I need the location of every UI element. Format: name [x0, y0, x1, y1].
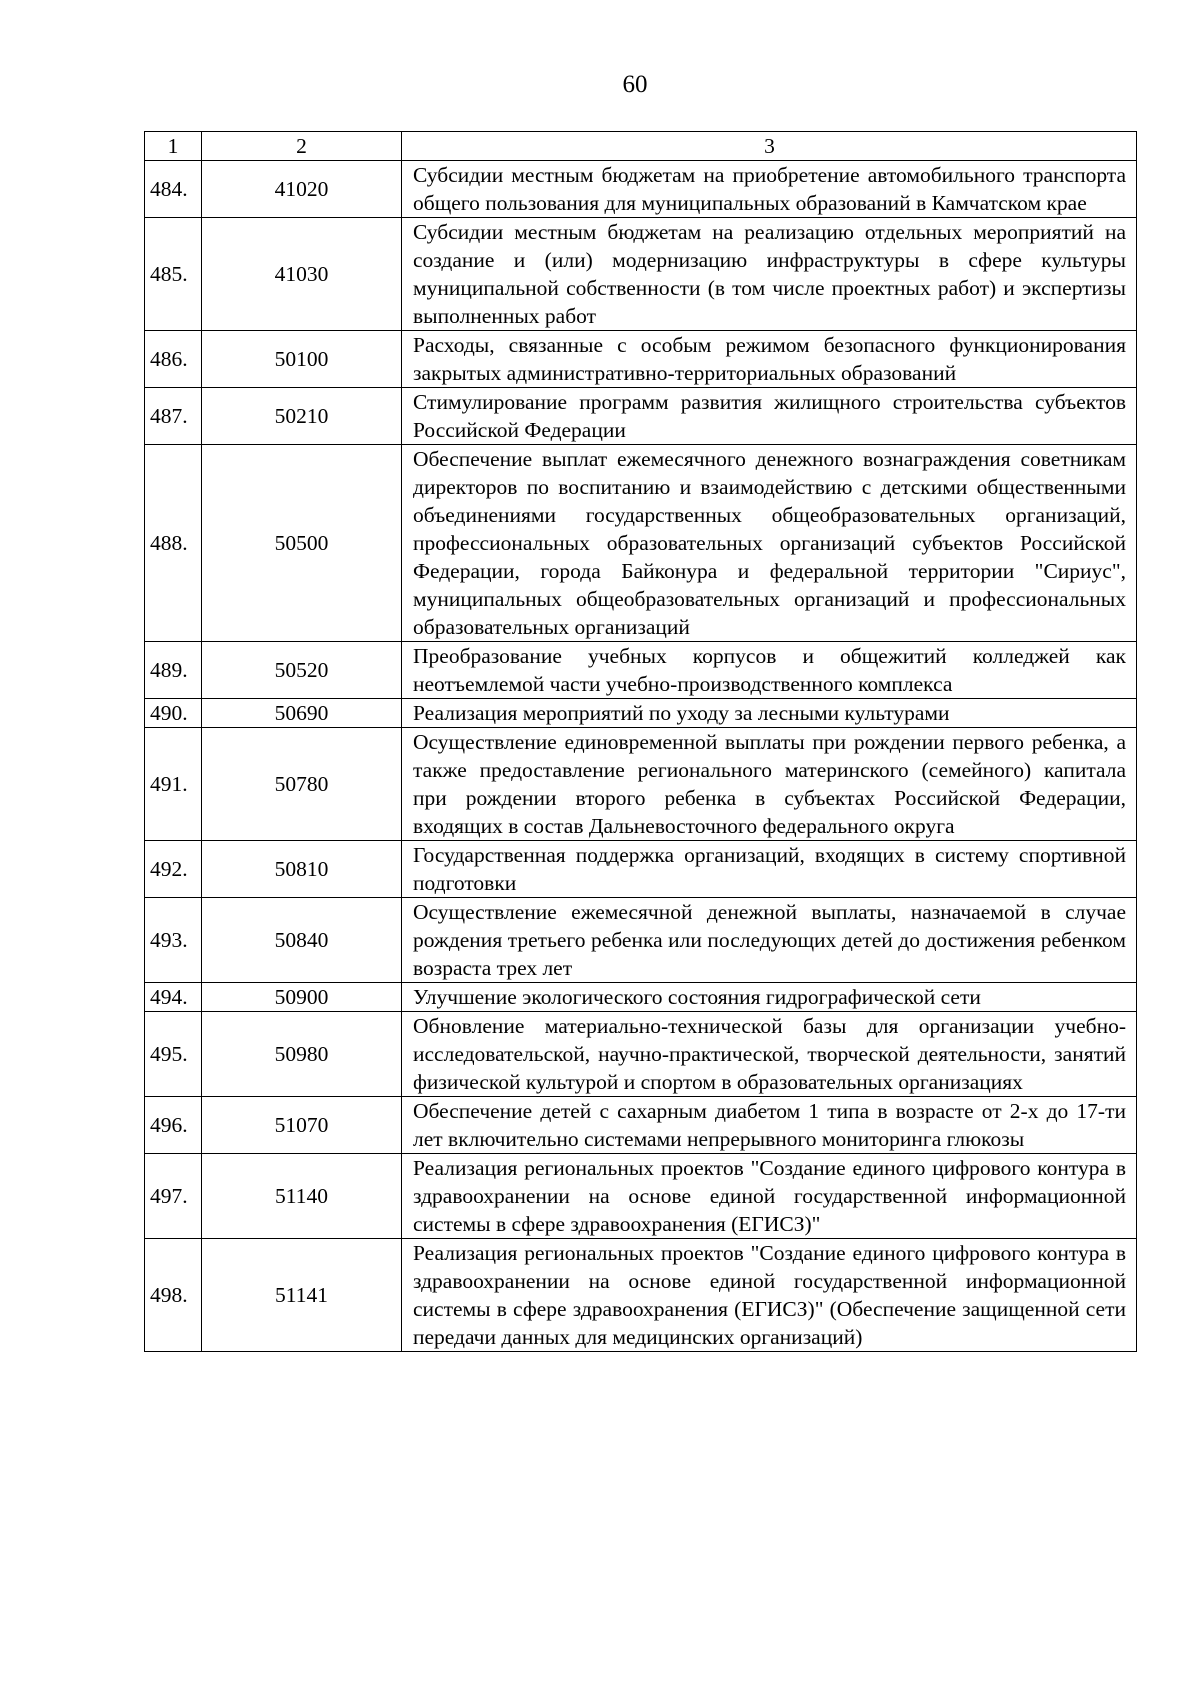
column-header-3: 3: [402, 132, 1137, 161]
row-code: 50520: [202, 642, 402, 699]
table-row: [145, 331, 1137, 388]
table-row: [145, 841, 1137, 898]
row-description: Стимулирование программ развития жилищного строительства субъектов Российской Федерации: [402, 388, 1137, 445]
table-row: [145, 898, 1137, 983]
row-code: 50810: [202, 841, 402, 898]
row-description: Обеспечение выплат ежемесячного денежного вознаграждения советникам директоров по воспитанию и взаимодействию с детскими общественными объединениями государственных общеобразовательных организаций, профессиональных образовательных организаций субъектов Российской Федерации, города Байконура и федеральной территории "Сириус", муниципальных общеобразовательных организаций и профессиональных образовательных организаций: [402, 445, 1137, 642]
row-number: 498.: [145, 1239, 202, 1352]
row-code: 50100: [202, 331, 402, 388]
row-description: Реализация региональных проектов "Создание единого цифрового контура в здравоохранении на основе единой государственной информационной системы в сфере здравоохранения (ЕГИСЗ)": [402, 1154, 1137, 1239]
row-number: 491.: [145, 728, 202, 841]
row-code: 50980: [202, 1012, 402, 1097]
row-description: Осуществление ежемесячной денежной выплаты, назначаемой в случае рождения третьего ребенка или последующих детей до достижения ребенком возраста трех лет: [402, 898, 1137, 983]
row-code: 51141: [202, 1239, 402, 1352]
row-number: 487.: [145, 388, 202, 445]
table-header-row: [145, 132, 1137, 161]
table-row: [145, 218, 1137, 331]
column-header-2: 2: [202, 132, 402, 161]
row-code: 50690: [202, 699, 402, 728]
table-row: [145, 1154, 1137, 1239]
row-code: 50500: [202, 445, 402, 642]
row-description: Улучшение экологического состояния гидрографической сети: [402, 983, 1137, 1012]
table-row: [145, 983, 1137, 1012]
table-row: [145, 1012, 1137, 1097]
row-number: 485.: [145, 218, 202, 331]
row-description: Государственная поддержка организаций, входящих в систему спортивной подготовки: [402, 841, 1137, 898]
row-description: Реализация мероприятий по уходу за лесными культурами: [402, 699, 1137, 728]
row-number: 484.: [145, 161, 202, 218]
table-row: [145, 445, 1137, 642]
row-number: 489.: [145, 642, 202, 699]
table-row: [145, 388, 1137, 445]
table-row: [145, 1239, 1137, 1352]
row-number: 495.: [145, 1012, 202, 1097]
row-code: 41020: [202, 161, 402, 218]
row-number: 493.: [145, 898, 202, 983]
row-description: Расходы, связанные с особым режимом безопасного функционирования закрытых административно-территориальных образований: [402, 331, 1137, 388]
row-number: 497.: [145, 1154, 202, 1239]
row-number: 494.: [145, 983, 202, 1012]
row-description: Субсидии местным бюджетам на приобретение автомобильного транспорта общего пользования для муниципальных образований в Камчатском крае: [402, 161, 1137, 218]
row-description: Преобразование учебных корпусов и общежитий колледжей как неотъемлемой части учебно-производственного комплекса: [402, 642, 1137, 699]
row-number: 490.: [145, 699, 202, 728]
column-header-1: 1: [145, 132, 202, 161]
row-code: 51070: [202, 1097, 402, 1154]
row-code: 50780: [202, 728, 402, 841]
table-row: [145, 1097, 1137, 1154]
row-description: Реализация региональных проектов "Создание единого цифрового контура в здравоохранении на основе единой государственной информационной системы в сфере здравоохранения (ЕГИСЗ)" (Обеспечение защищенной сети передачи данных для медицинских организаций): [402, 1239, 1137, 1352]
row-number: 486.: [145, 331, 202, 388]
row-description: Осуществление единовременной выплаты при рождении первого ребенка, а также предоставление регионального материнского (семейного) капитала при рождении второго ребенка в субъектах Российской Федерации, входящих в состав Дальневосточного федерального округа: [402, 728, 1137, 841]
table-row: [145, 642, 1137, 699]
row-number: 496.: [145, 1097, 202, 1154]
row-number: 492.: [145, 841, 202, 898]
page-number: 60: [622, 71, 648, 98]
row-code: 51140: [202, 1154, 402, 1239]
row-code: 50840: [202, 898, 402, 983]
table-row: [145, 161, 1137, 218]
row-description: Обеспечение детей с сахарным диабетом 1 типа в возрасте от 2-х до 17-ти лет включительно системами непрерывного мониторинга глюкозы: [402, 1097, 1137, 1154]
budget-codes-table: [144, 131, 1137, 1352]
row-code: 50900: [202, 983, 402, 1012]
row-description: Субсидии местным бюджетам на реализацию отдельных мероприятий на создание и (или) модернизацию инфраструктуры в сфере культуры муниципальной собственности (в том числе проектных работ) и экспертизы выполненных работ: [402, 218, 1137, 331]
table-row: [145, 728, 1137, 841]
table-row: [145, 699, 1137, 728]
row-number: 488.: [145, 445, 202, 642]
row-code: 50210: [202, 388, 402, 445]
row-description: Обновление материально-технической базы для организации учебно-исследовательской, научно-практической, творческой деятельности, занятий физической культурой и спортом в образовательных организациях: [402, 1012, 1137, 1097]
row-code: 41030: [202, 218, 402, 331]
